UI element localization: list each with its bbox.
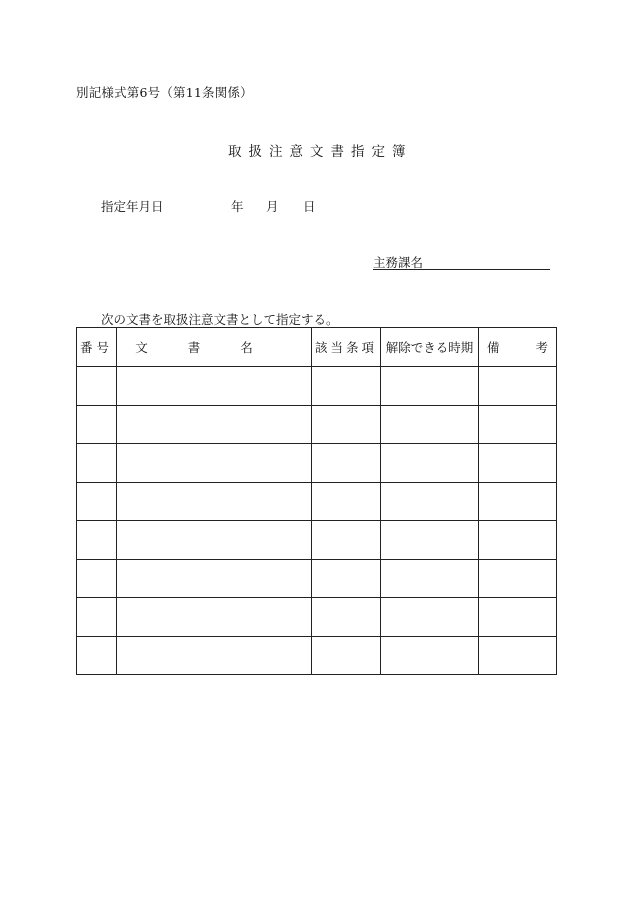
table-row [77, 636, 557, 675]
header-release-time: 解除できる時期 [381, 328, 479, 367]
designation-date-label: 指定年月日 [101, 199, 164, 214]
responsible-section-label: 主務課名 [373, 255, 424, 270]
remarks-cell[interactable] [479, 636, 557, 675]
applicable-article-cell[interactable] [312, 482, 381, 521]
table-row [77, 482, 557, 521]
document-title: 取扱注意文書指定簿 [228, 144, 413, 160]
table-row [77, 367, 557, 406]
remarks-cell[interactable] [479, 367, 557, 406]
release-time-cell[interactable] [381, 405, 479, 444]
designation-register-table [76, 327, 557, 675]
table-row [77, 405, 557, 444]
applicable-article-cell[interactable] [312, 598, 381, 637]
table-row [77, 559, 557, 598]
table-row [77, 598, 557, 637]
applicable-article-cell[interactable] [312, 636, 381, 675]
header-document-name: 文書名 [117, 328, 312, 367]
document-name-cell[interactable] [117, 636, 312, 675]
document-name-cell[interactable] [117, 482, 312, 521]
release-time-cell[interactable] [381, 521, 479, 560]
remarks-cell[interactable] [479, 559, 557, 598]
header-applicable-article: 該当条項 [312, 328, 381, 367]
remarks-cell[interactable] [479, 521, 557, 560]
number-cell[interactable] [77, 559, 117, 598]
document-name-cell[interactable] [117, 444, 312, 483]
header-remarks: 備考 [479, 328, 557, 367]
remarks-cell[interactable] [479, 444, 557, 483]
release-time-cell[interactable] [381, 636, 479, 675]
applicable-article-cell[interactable] [312, 521, 381, 560]
release-time-cell[interactable] [381, 559, 479, 598]
release-time-cell[interactable] [381, 482, 479, 521]
number-cell[interactable] [77, 444, 117, 483]
applicable-article-cell[interactable] [312, 367, 381, 406]
designation-statement: 次の文書を取扱注意文書として指定する。 [101, 312, 339, 327]
table-row [77, 521, 557, 560]
number-cell[interactable] [77, 367, 117, 406]
applicable-article-cell[interactable] [312, 444, 381, 483]
remarks-cell[interactable] [479, 598, 557, 637]
designation-year-label: 年 [231, 199, 244, 214]
designation-day-label: 日 [303, 199, 316, 214]
release-time-cell[interactable] [381, 444, 479, 483]
responsible-section-field[interactable] [373, 253, 550, 270]
table-row [77, 444, 557, 483]
form-number-label: 別記様式第6号（第11条関係） [76, 85, 253, 100]
release-time-cell[interactable] [381, 367, 479, 406]
number-cell[interactable] [77, 482, 117, 521]
remarks-cell[interactable] [479, 482, 557, 521]
designation-month-label: 月 [266, 199, 279, 214]
document-name-cell[interactable] [117, 405, 312, 444]
applicable-article-cell[interactable] [312, 559, 381, 598]
number-cell[interactable] [77, 405, 117, 444]
applicable-article-cell[interactable] [312, 405, 381, 444]
table-body [77, 367, 557, 675]
number-cell[interactable] [77, 521, 117, 560]
number-cell[interactable] [77, 636, 117, 675]
document-name-cell[interactable] [117, 559, 312, 598]
document-name-cell[interactable] [117, 521, 312, 560]
document-name-cell[interactable] [117, 367, 312, 406]
header-number: 番号 [77, 328, 117, 367]
table-header-row [77, 328, 557, 367]
document-name-cell[interactable] [117, 598, 312, 637]
remarks-cell[interactable] [479, 405, 557, 444]
number-cell[interactable] [77, 598, 117, 637]
release-time-cell[interactable] [381, 598, 479, 637]
